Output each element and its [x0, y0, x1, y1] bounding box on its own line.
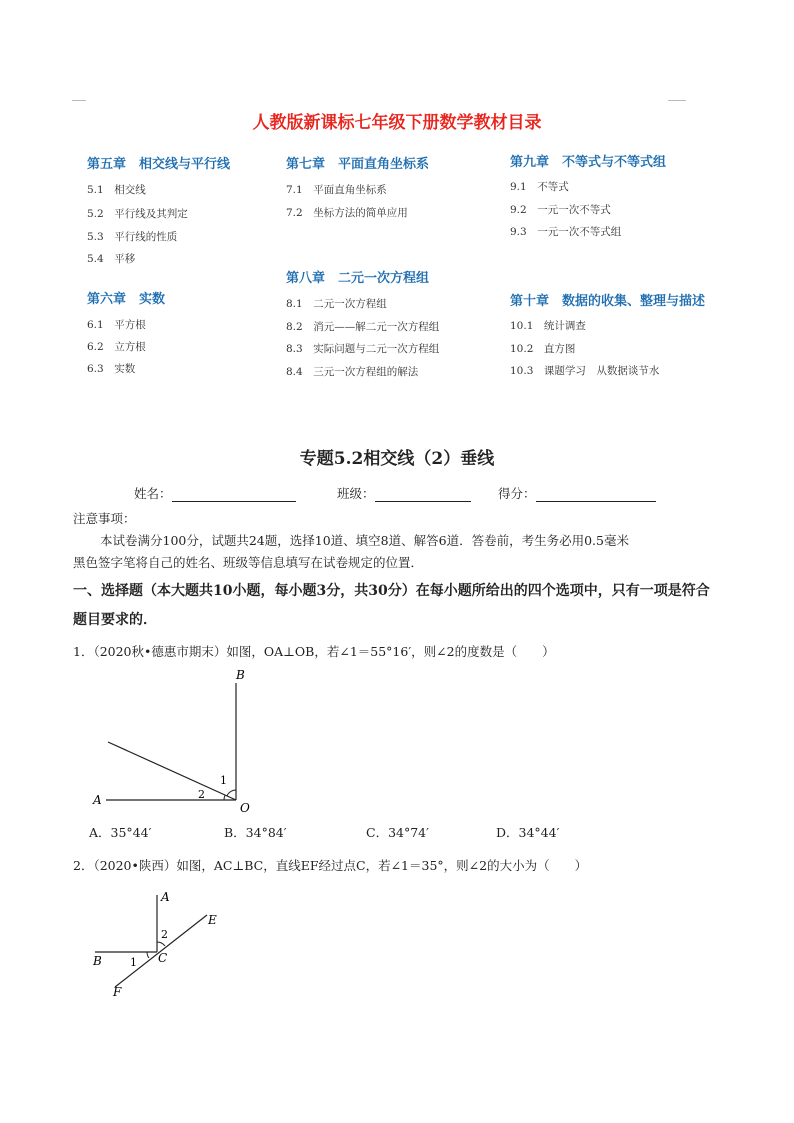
question-2-figure	[85, 885, 235, 1005]
q1-option-d[interactable]: D．34°44′	[496, 825, 560, 840]
angle-1-arc	[227, 790, 236, 796]
label-a: A	[161, 890, 170, 904]
question-1-figure	[90, 665, 270, 815]
toc-section: 7.2 坐标方法的简单应用	[286, 207, 408, 219]
toc-title: 人教版新课标七年级下册数学教材目录	[252, 113, 542, 133]
angle-1-arc	[147, 952, 149, 958]
chapter-6-title: 第六章 实数	[87, 292, 166, 307]
class-blank[interactable]	[375, 488, 471, 502]
crop-mark-right	[668, 100, 686, 101]
chapter-7-title: 第七章 平面直角坐标系	[286, 157, 430, 172]
chapter-9-title: 第九章 不等式与不等式组	[510, 155, 667, 170]
toc-section: 5.1 相交线	[87, 184, 146, 196]
label-b: B	[236, 668, 245, 682]
toc-section: 8.3 实际问题与二元一次方程组	[286, 343, 440, 355]
crop-mark-left	[72, 100, 86, 101]
toc-section: 6.2 立方根	[87, 341, 146, 353]
toc-section: 6.3 实数	[87, 363, 136, 375]
angle-2-arc	[157, 942, 165, 946]
label-angle-2: 2	[198, 788, 205, 801]
toc-section: 10.3 课题学习 从数据谈节水	[510, 365, 660, 377]
chapter-8-title: 第八章 二元一次方程组	[286, 271, 430, 286]
toc-section: 6.1 平方根	[87, 319, 146, 331]
label-a: A	[93, 793, 102, 807]
toc-section: 5.4 平移	[87, 253, 136, 265]
notice-line-2: 黑色签字笔将自己的姓名、班级等信息填写在试卷规定的位置．	[73, 555, 424, 570]
name-blank[interactable]	[172, 488, 296, 502]
toc-section: 8.2 消元——解二元一次方程组	[286, 321, 440, 333]
document-title: 专题5.2相交线（2）垂线	[299, 449, 495, 469]
toc-section: 7.1 平面直角坐标系	[286, 184, 387, 196]
toc-section: 9.2 一元一次不等式	[510, 204, 611, 216]
chapter-5-title: 第五章 相交线与平行线	[87, 157, 231, 172]
section-1-heading-cont: 题目要求的．	[73, 612, 157, 628]
toc-section: 8.4 三元一次方程组的解法	[286, 366, 419, 378]
toc-section: 8.1 二元一次方程组	[286, 298, 387, 310]
label-f: F	[113, 985, 122, 999]
score-field[interactable]	[498, 484, 656, 502]
label-o: O	[240, 801, 250, 815]
angle-2-arc	[224, 795, 225, 800]
q1-option-a[interactable]: A．35°44′	[89, 825, 152, 840]
toc-section: 10.1 统计调查	[510, 320, 586, 332]
notice-label: 注意事项：	[73, 511, 136, 526]
toc-section: 10.2 直方图	[510, 343, 576, 355]
label-angle-1: 1	[220, 774, 227, 787]
score-label: 得分：	[498, 486, 536, 501]
class-label: 班级：	[337, 486, 375, 501]
chapter-10-title: 第十章 数据的收集、整理与描述	[510, 294, 706, 309]
toc-section: 9.1 不等式	[510, 181, 569, 193]
label-b: B	[93, 954, 102, 968]
label-angle-2: 2	[161, 928, 168, 941]
toc-section: 9.3 一元一次不等式组	[510, 226, 622, 238]
label-angle-1: 1	[130, 956, 137, 969]
name-label: 姓名：	[134, 486, 172, 501]
q1-option-b[interactable]: B．34°84′	[224, 825, 287, 840]
question-1-stem: 1．（2020秋•德惠市期末）如图，OA⊥OB，若∠1＝55°16′，则∠2的度数是（ ）	[73, 644, 555, 659]
notice-line-1: 本试卷满分100分，试题共24题，选择10道、填空8道、解答6道．答卷前，考生务必用0.5毫米	[100, 533, 629, 548]
label-e: E	[208, 913, 217, 927]
ray-oc	[108, 742, 236, 800]
label-c: C	[158, 951, 168, 965]
q1-option-c[interactable]: C．34°74′	[366, 825, 429, 840]
question-2-stem: 2．（2020•陕西）如图，AC⊥BC，直线EF经过点C，若∠1＝35°，则∠2的大小为（ ）	[73, 858, 588, 873]
name-field[interactable]	[134, 484, 296, 502]
class-field[interactable]	[337, 484, 471, 502]
toc-section: 5.2 平行线及其判定	[87, 208, 188, 220]
score-blank[interactable]	[536, 488, 656, 502]
toc-section: 5.3 平行线的性质	[87, 231, 178, 243]
section-1-heading: 一、选择题（本大题共10小题，每小题3分，共30分）在每小题所给出的四个选项中，只有一项是符合	[73, 583, 710, 599]
